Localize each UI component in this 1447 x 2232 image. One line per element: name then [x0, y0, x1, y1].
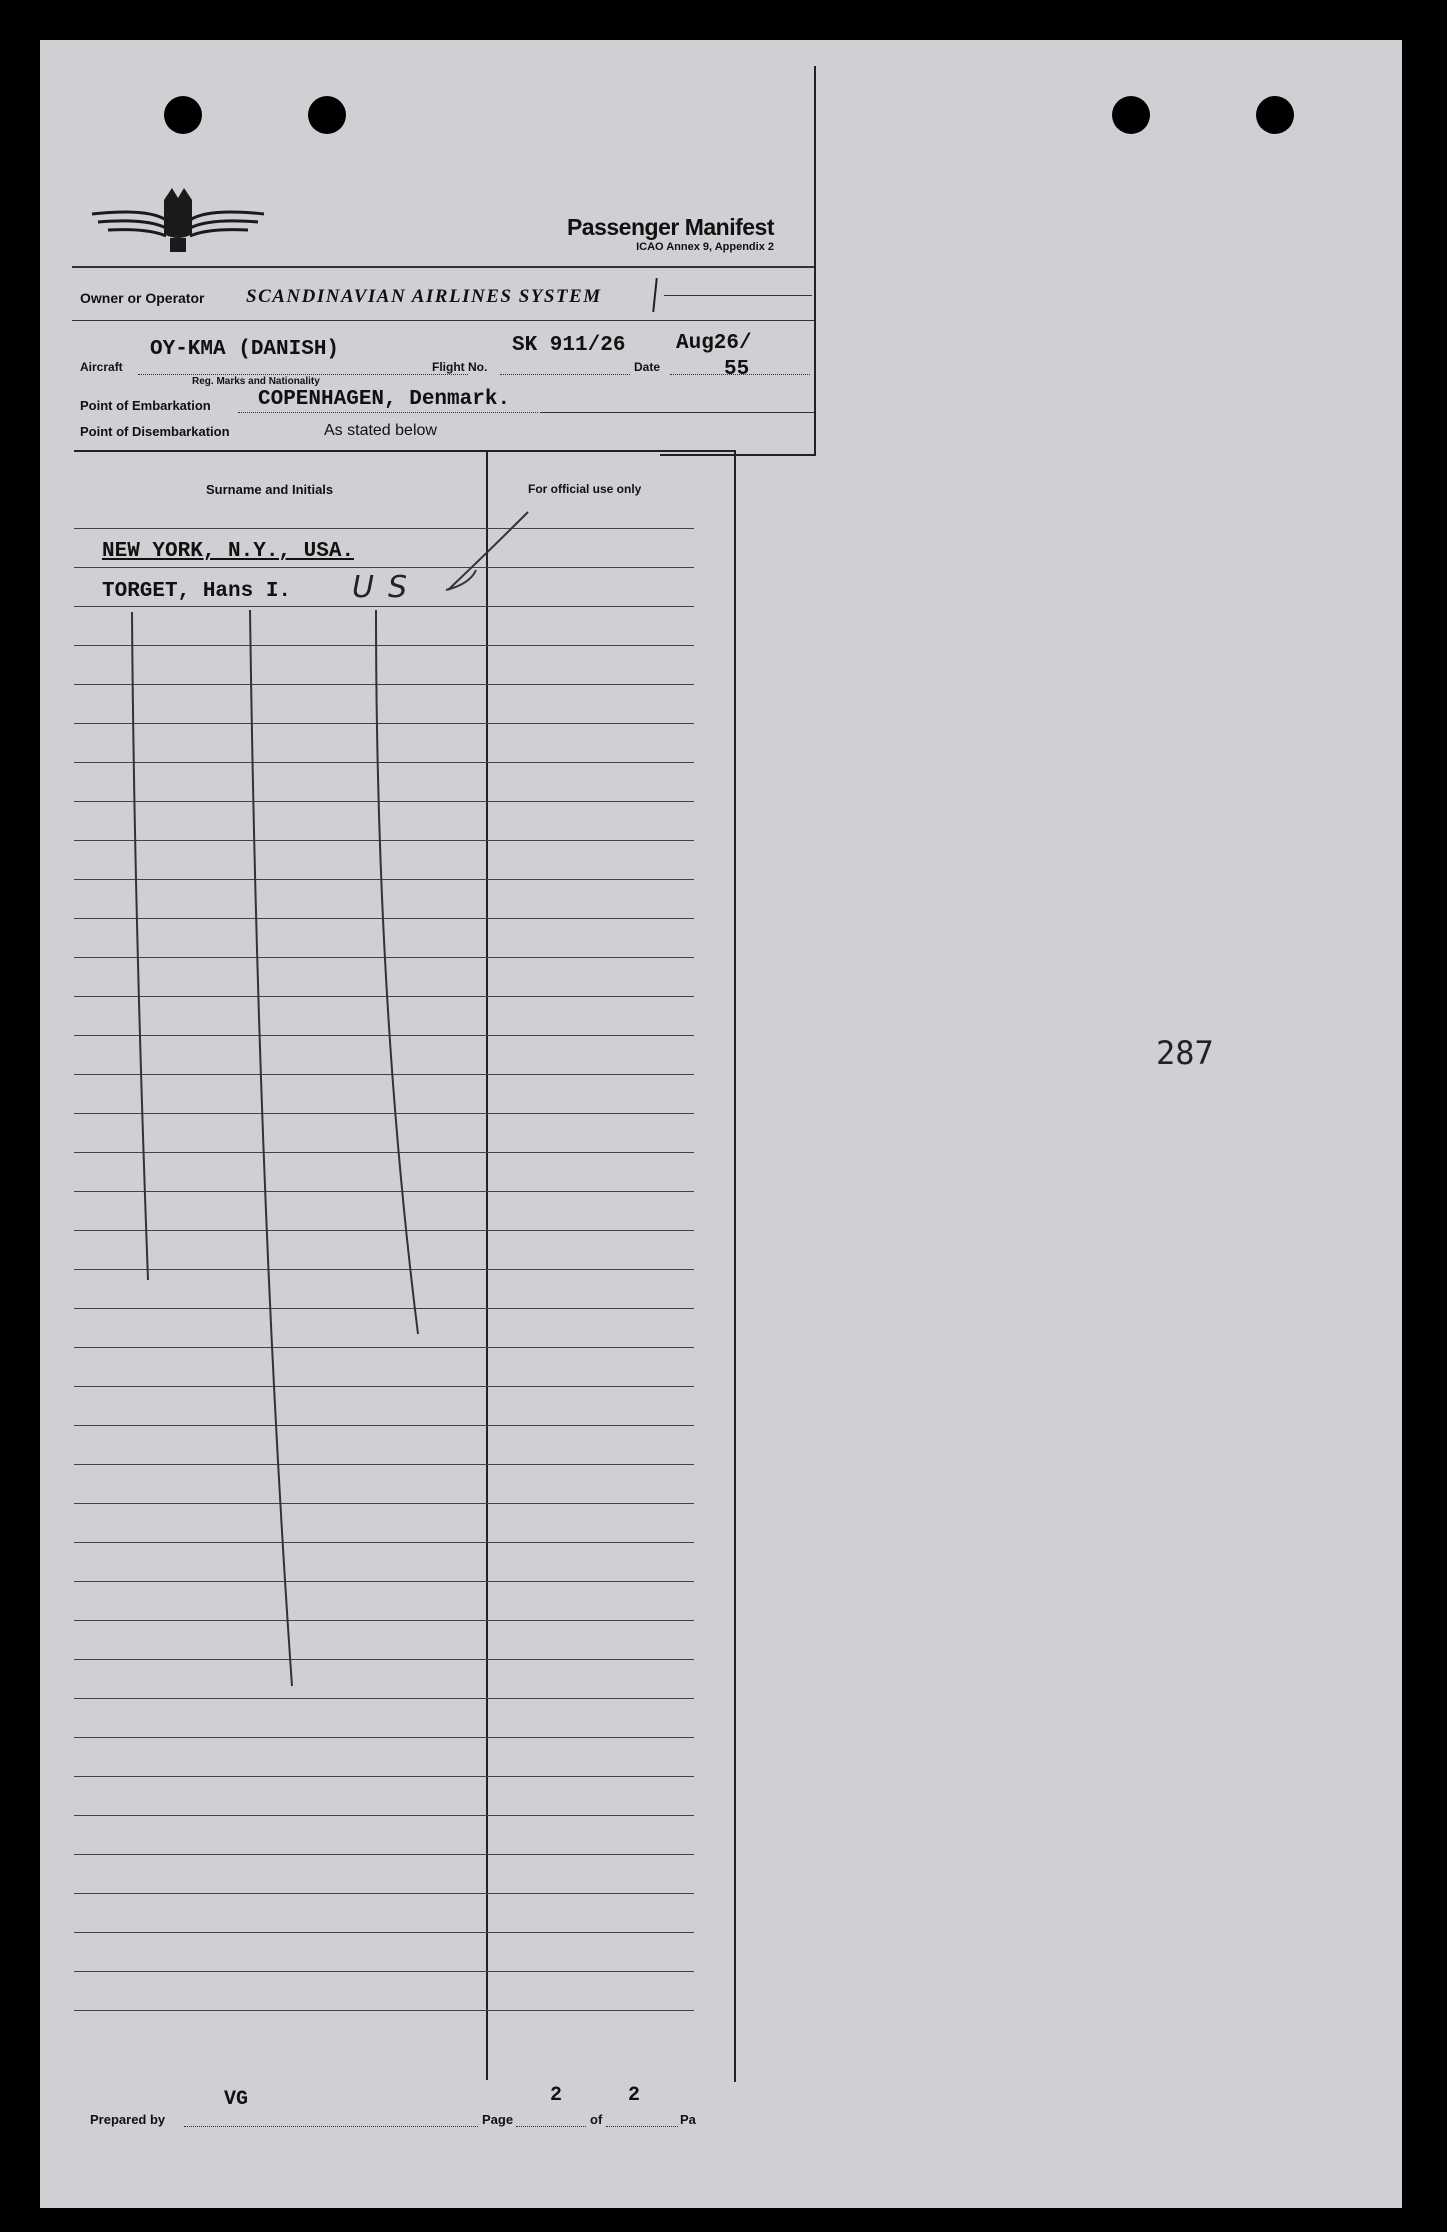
prepared-dotted-line	[184, 2126, 478, 2127]
of-dotted-line	[606, 2126, 678, 2127]
passenger-row: TORGET, Hans I.	[102, 580, 292, 603]
owner-label: Owner or Operator	[80, 290, 205, 306]
date-label: Date	[634, 360, 661, 374]
col-header-surname: Surname and Initials	[206, 482, 334, 497]
reg-note: Reg. Marks and Nationality	[192, 376, 320, 387]
aircraft-label: Aircraft	[80, 360, 123, 374]
flight-value: SK 911/26	[512, 334, 626, 357]
page-value: 2	[550, 2084, 563, 2107]
of-label: of	[590, 2112, 603, 2127]
col-header-official: For official use only	[528, 482, 642, 496]
page-title: Passenger Manifest	[566, 214, 774, 240]
page-subtitle: ICAO Annex 9, Appendix 2	[636, 241, 774, 253]
handwritten-nationality: US	[352, 570, 422, 605]
disembark-label: Point of Disembarkation	[80, 424, 230, 439]
page-label: Page	[482, 2112, 514, 2127]
prepared-value: VG	[224, 2088, 249, 2111]
embark-value: COPENHAGEN, Denmark.	[258, 388, 511, 411]
date-value-1: Aug26/	[676, 332, 752, 355]
stamp-number: 287	[1156, 1034, 1214, 1072]
pages-label: Pa	[680, 2112, 696, 2127]
embark-label: Point of Embarkation	[80, 398, 211, 413]
flight-label: Flight No.	[432, 360, 488, 374]
aircraft-value: OY-KMA (DANISH)	[150, 338, 340, 361]
date-value-2: 55	[724, 358, 750, 381]
destination-row: NEW YORK, N.Y., USA.	[102, 540, 355, 563]
prepared-label: Prepared by	[90, 2112, 166, 2127]
disembark-value: As stated below	[324, 422, 437, 439]
page-dotted-line	[516, 2126, 586, 2127]
owner-value: SCANDINAVIAN AIRLINES SYSTEM	[246, 286, 602, 307]
of-value: 2	[628, 2084, 641, 2107]
